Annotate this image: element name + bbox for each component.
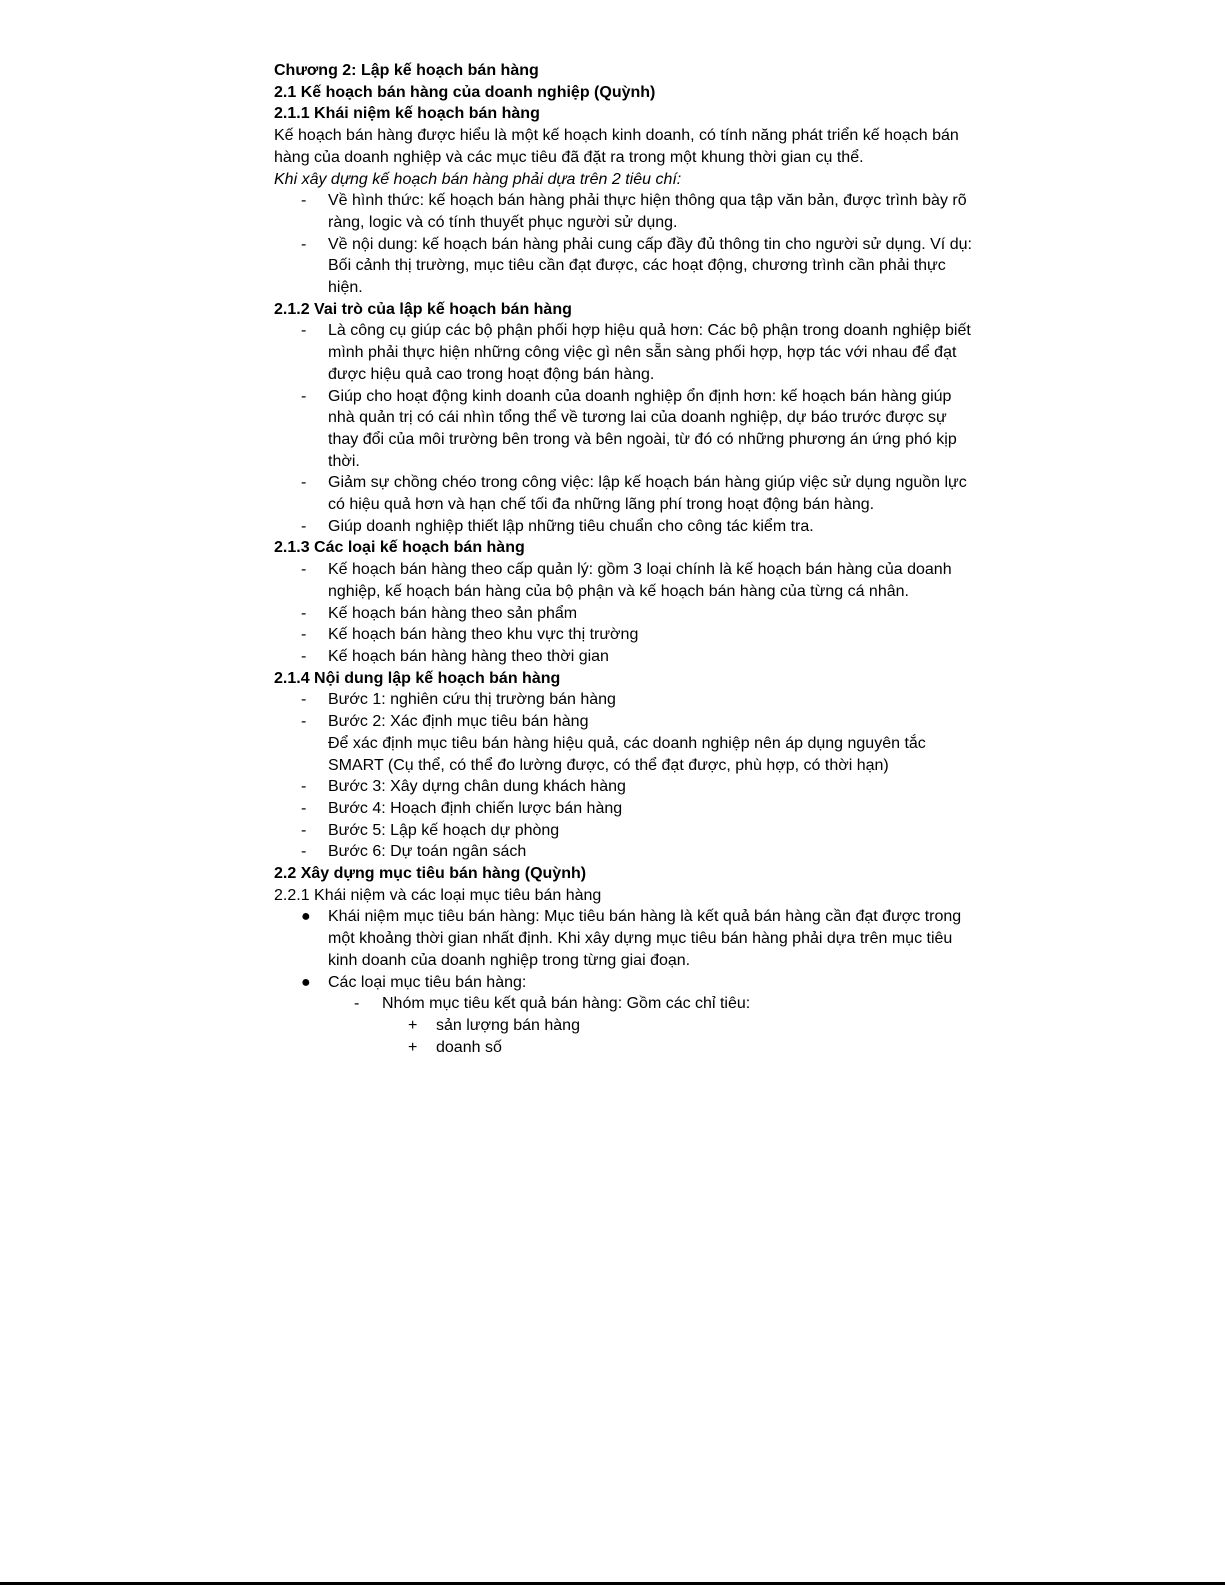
list-item-text: Về hình thức: kế hoạch bán hàng phải thực hiện thông qua tập văn bản, được trình bày rõ ràng, logic và có tính thuyết phục người sử dụng. [328,192,967,231]
dash-marker: - [301,778,307,796]
bullet-marker: ● [301,973,311,991]
dash-marker: - [301,604,307,622]
list-item-text: doanh số [436,1038,502,1056]
list-item [274,646,974,668]
sub-list-item [274,993,974,1015]
list-item-text: Giảm sự chồng chéo trong công việc: lập kế hoạch bán hàng giúp việc sử dụng nguồn lực có hiệu quả hơn và hạn chế tối đa những lãng phí trong hoạt động bán hàng. [328,474,967,514]
dash-marker: - [301,647,307,665]
list-item-text: Bước 6: Dự toán ngân sách [328,843,527,861]
list-item-text: Kế hoạch bán hàng theo khu vực thị trường [328,626,639,644]
list-item-continuation [274,733,974,776]
section-2-1-1-heading: 2.1.1 Khái niệm kế hoạch bán hàng [274,105,540,123]
list-item-text: Bước 2: Xác định mục tiêu bán hàng [328,713,589,731]
dash-marker: - [301,192,307,210]
bullet-marker: ● [301,908,311,926]
dash-marker: - [301,713,307,731]
section-2-1-1-paragraph: Kế hoạch bán hàng được hiểu là một kế hoạch kinh doanh, có tính năng phát triển kế hoạch bán hàng của doanh nghiệp và các mục tiêu đã đặt ra trong một khung thời gian cụ thể. [274,127,959,166]
list-item-text: Giúp doanh nghiệp thiết lập những tiêu chuẩn cho công tác kiểm tra. [328,517,814,535]
dash-marker: - [301,235,307,253]
list-item [274,472,974,515]
section-2-1-4-heading: 2.1.4 Nội dung lập kế hoạch bán hàng [274,669,561,687]
list-item-text: Bước 5: Lập kế hoạch dự phòng [328,821,560,839]
dash-marker: - [301,474,307,492]
dash-marker: - [301,821,307,839]
sub-sub-list-item [274,1015,974,1037]
section-2-1-1-criteria-intro: Khi xây dựng kế hoạch bán hàng phải dựa trên 2 tiêu chí: [274,170,682,188]
section-2-1-heading: 2.1 Kế hoạch bán hàng của doanh nghiệp (Quỳnh) [274,83,656,101]
list-item [274,190,974,233]
section-2-2-heading: 2.2 Xây dựng mục tiêu bán hàng (Quỳnh) [274,865,587,883]
list-item [274,624,974,646]
dash-marker: - [301,322,307,340]
list-item-text: sản lượng bán hàng [436,1016,580,1034]
document-page [274,60,974,1058]
dash-marker: - [301,517,307,535]
sub-sub-list-item [274,1037,974,1059]
list-item [274,689,974,711]
list-item-text: Là công cụ giúp các bộ phận phối hợp hiệu quả hơn: Các bộ phận trong doanh nghiệp biết mình phải thực hiện những công việc gì nên sẵn sàng phối hợp, hợp tác với nhau để đạt được hiệu quả cao trong hoạt động bán hàng. [328,322,971,383]
bullet-item [274,906,974,971]
list-item-text: Bước 3: Xây dựng chân dung khách hàng [328,778,626,796]
list-item-text: Khái niệm mục tiêu bán hàng: Mục tiêu bán hàng là kết quả bán hàng cần đạt được trong một khoảng thời gian nhất định. Khi xây dựng mục tiêu bán hàng phải dựa trên mục tiêu kinh doanh của doanh nghiệp trong từng giai đoạn. [328,908,962,969]
list-item [274,776,974,798]
list-item-text: Bước 4: Hoạch định chiến lược bán hàng [328,799,623,817]
list-item [274,559,974,602]
list-item-text: Kế hoạch bán hàng hàng theo thời gian [328,647,609,665]
dash-marker: - [354,995,360,1013]
list-item [274,320,974,385]
dash-marker: - [301,387,307,405]
list-item [274,711,974,733]
list-item [274,841,974,863]
dash-marker: - [301,626,307,644]
plus-marker: + [408,1038,418,1056]
section-2-1-3-heading: 2.1.3 Các loại kế hoạch bán hàng [274,539,525,557]
list-item [274,234,974,299]
list-item-text: Bước 1: nghiên cứu thị trường bán hàng [328,691,616,709]
list-item-text: Kế hoạch bán hàng theo cấp quản lý: gồm 3 loại chính là kế hoạch bán hàng của doanh nghiệp, kế hoạch bán hàng của bộ phận và kế hoạch bán hàng của từng cá nhân. [328,561,952,600]
list-item-text: Các loại mục tiêu bán hàng: [328,973,527,991]
dash-marker: - [301,843,307,861]
section-2-2-1-heading: 2.2.1 Khái niệm và các loại mục tiêu bán hàng [274,886,602,904]
list-item [274,820,974,842]
chapter-title: Chương 2: Lập kế hoạch bán hàng [274,62,539,79]
list-item-text: Nhóm mục tiêu kết quả bán hàng: Gồm các chỉ tiêu: [382,995,751,1013]
list-item-text: Giúp cho hoạt động kinh doanh của doanh nghiệp ổn định hơn: kế hoạch bán hàng giúp nhà quản trị có cái nhìn tổng thể về tương lai của doanh nghiệp, dự báo trước được sự thay đổi của môi trường bên trong và bên ngoài, từ đó có những phương án ứng phó kịp thời. [328,387,957,470]
dash-marker: - [301,799,307,817]
section-2-1-2-heading: 2.1.2 Vai trò của lập kế hoạch bán hàng [274,300,572,318]
bullet-item [274,972,974,994]
dash-marker: - [301,561,307,579]
plus-marker: + [408,1016,418,1034]
list-item [274,386,974,473]
dash-marker: - [301,691,307,709]
list-item [274,798,974,820]
list-item [274,516,974,538]
list-item-text: Kế hoạch bán hàng theo sản phẩm [328,604,578,622]
list-item-text: Để xác định mục tiêu bán hàng hiệu quả, các doanh nghiệp nên áp dụng nguyên tắc SMART (Cụ thể, có thể đo lường được, có thể đạt được, phù hợp, có thời hạn) [328,734,926,774]
list-item-text: Về nội dung: kế hoạch bán hàng phải cung cấp đầy đủ thông tin cho người sử dụng. Ví dụ: Bối cảnh thị trường, mục tiêu cần đạt được, các hoạt động, chương trình cần phải thực hiện. [328,235,972,297]
list-item [274,603,974,625]
